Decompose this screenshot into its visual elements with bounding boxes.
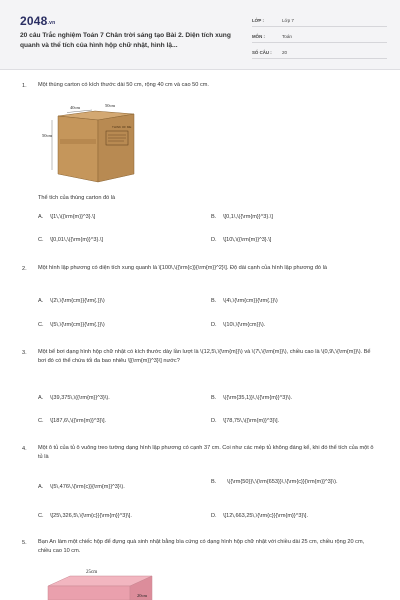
option-text: \(5\,476\,\{\rm{c}}{\rm{m}}^3}\). [50,484,125,490]
option-letter: A. [38,395,44,401]
option-letter: C. [38,322,44,328]
option-d[interactable] [211,236,271,245]
option-c[interactable] [38,321,105,330]
question-text: Một hình lập phương có diện tích xung quanh là \[100\,\({\rm{c}}{\rm{m}}^2}\]. Độ dài cạnh của hình lập phương đó là [38,265,327,271]
option-text: \(4\,\{\rm{cm}}{\rm{.}}\) [223,298,278,304]
meta-row-class [252,14,387,27]
option-text: \(5\,\{\rm{cm}}{\rm{.}}\) [50,322,105,328]
option-d[interactable] [211,512,308,521]
meta-row-subject [252,30,387,43]
option-b[interactable] [211,394,292,403]
meta-label: LỚP : [252,17,264,23]
option-letter: D. [211,237,217,243]
option-a[interactable] [38,394,110,403]
question-text: Một bể bơi dạng hình hộp chữ nhật có kích thước dày lần lượt là \(12,5\,\{\rm{m}}\) và \(7\,\{\rm{m}}\), chiều cao là \(0,9\,\{\rm{m}}\). Bể bơi đó có thể chứa tối đa bao nhiêu \[{\rm{m}}^3}\] nước? [38,349,371,364]
carton-box-figure [40,100,150,185]
option-c[interactable] [38,417,106,426]
option-c[interactable] [38,512,132,521]
cuboid-length-label: 25cm [86,570,98,575]
option-text: \({\rm{35,1}}\,\({\rm{m}}^3}\). [223,395,293,401]
question-text: Một ô tủ của tủ ô vuông treo tường dạng hình lập phương có cạnh 37 cm. Coi như các mép tủ không đáng kể, khi đó thể tích của một ô tủ là [38,445,374,460]
question-number: 5. [22,540,27,546]
option-letter: C. [38,513,44,519]
option-text: \[25\,326,5\,\{\rm{c}}{\rm{m}}^3}\]. [50,513,132,519]
option-b[interactable] [211,297,278,306]
option-d[interactable] [211,417,279,426]
option-b[interactable] [211,213,273,222]
meta-label: MÔN : [252,33,265,39]
option-a[interactable] [38,483,125,492]
option-a[interactable] [38,213,95,222]
question-subtext: Thể tích của thùng carton đó là [38,195,116,201]
option-letter: B. [211,479,217,485]
option-letter: B. [211,214,217,220]
option-d[interactable] [211,321,265,330]
meta-value: Toán [282,33,292,39]
option-letter: A. [38,298,44,304]
option-text: \[10\,\({\rm{m}}^3}.\] [223,237,272,243]
document-title: 20 câu Trắc nghiệm Toán 7 Chân trời sáng tạo Bài 2. Diện tích xung quanh và thể tích của hình hộp chữ nhật, hình lậ... [20,32,231,49]
option-letter: B. [211,298,217,304]
meta-value: 20 [282,49,288,55]
option-a[interactable] [38,297,105,306]
option-letter: C. [38,418,44,424]
document-meta [252,14,387,62]
option-letter: C. [38,237,44,243]
box-brand-text: THINK OF ME [112,125,132,129]
option-text: \[1\,\({\rm{m}}^3}.\] [50,214,96,220]
box-length-label: 50cm [105,103,115,108]
option-letter: A. [38,214,44,220]
option-letter: D. [211,418,217,424]
gift-box-figure [40,566,165,600]
option-text: \(2\,\{\rm{cm}}{\rm{.}}\) [50,298,105,304]
box-height-label: 50cm [42,133,52,138]
option-text: \({\rm{50}}\,\{\rm{653}}\,\{\rm{c}}{\rm{m}}^3}\). [227,479,338,485]
site-logo[interactable]: 2048.vn [20,14,56,28]
option-text: \[0,01\,\({\rm{m}}^3}.\] [50,237,103,243]
question-number: 4. [22,446,27,452]
question-number: 2. [22,266,27,272]
option-text: \[78,75\,\({\rm{m}}^3}\]. [223,418,280,424]
option-b[interactable] [211,478,371,487]
cuboid-width-label: 20cm [137,593,147,598]
meta-value: Lớp 7 [282,17,294,23]
option-text: \(10\,\{\rm{cm}}\). [223,322,266,328]
question-number: 1. [22,83,27,89]
box-width-label: 40cm [70,105,80,110]
document-header [0,0,400,70]
option-text: \[0,1\,\({\rm{m}}^3}.\] [223,214,273,220]
question-text: Bạn An làm một chiếc hộp để đựng quà sinh nhật bằng bìa cứng có dạng hình hộp chữ nhật với chiều dài 25 cm, chiều rộng 20 cm, chiều cao 10 cm. [38,539,365,554]
option-text: \[12\,663,25\,\{\rm{c}}{\rm{m}}^3}\]. [223,513,309,519]
question-text: Một thùng carton có kích thước dài 50 cm, rộng 40 cm và cao 50 cm. [38,82,209,88]
meta-label: SỐ CÂU : [252,49,272,55]
option-c[interactable] [38,236,103,245]
meta-row-question-count [252,46,387,59]
option-letter: D. [211,322,217,328]
option-text: \(39,375\,\({\rm{m}}^3}\). [50,395,110,401]
question-number: 3. [22,350,27,356]
option-letter: D. [211,513,217,519]
option-letter: A. [38,484,44,490]
option-text: \[187,6\,\({\rm{m}}^3}\]. [50,418,107,424]
option-letter: B. [211,395,217,401]
